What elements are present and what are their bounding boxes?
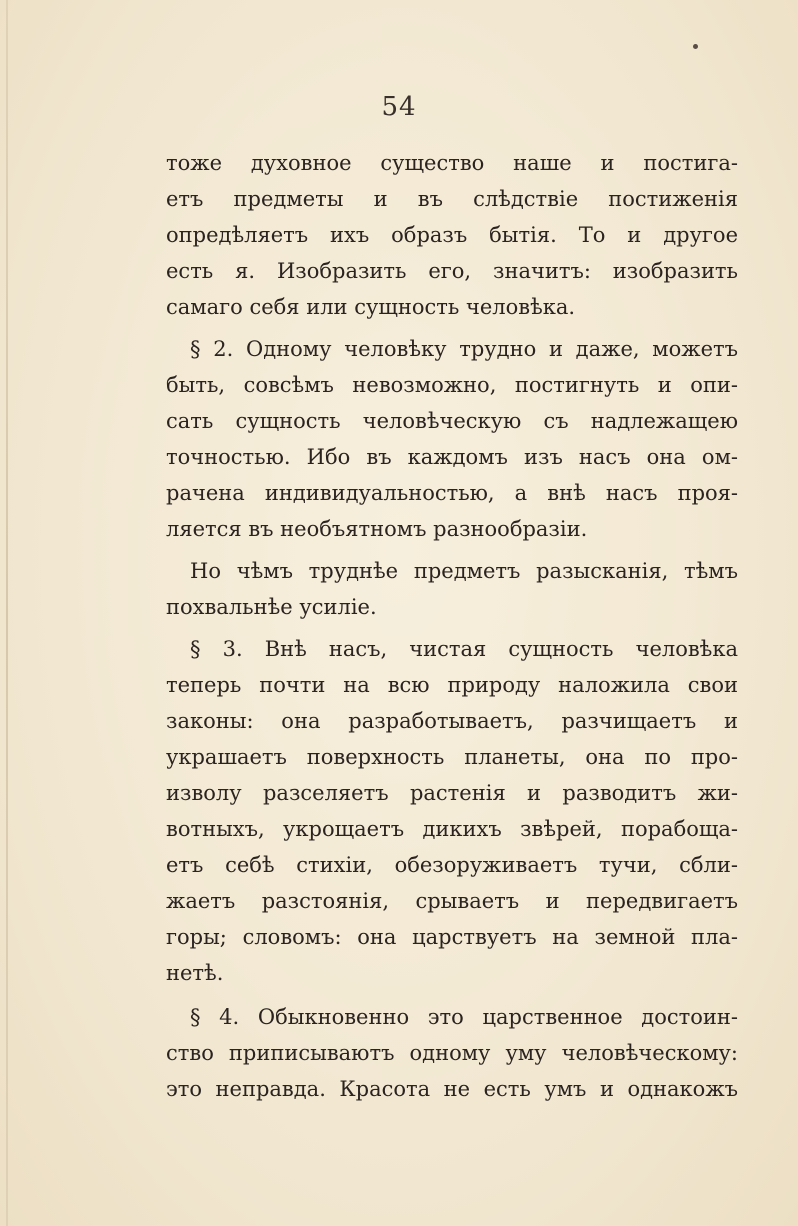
ink-speck (693, 44, 698, 49)
text-line: ляется въ необъятномъ разнообразіи. (166, 517, 588, 541)
text-line: законы: она разработываетъ, разчищаетъ и (166, 709, 738, 733)
paragraph-first-line: § 3. Внѣ насъ, чистая сущность человѣка (190, 637, 738, 661)
text-line: это неправда. Красота не есть умъ и однакожъ (166, 1077, 738, 1101)
text-line: теперь почти на всю природу наложила свои (166, 673, 738, 697)
page-gutter (6, 0, 8, 1226)
text-line: тоже духовное существо наше и постига- (166, 151, 738, 175)
text-line: жаетъ разстоянія, срываетъ и передвигаетъ (166, 889, 738, 913)
paragraph-first-line: § 2. Одному человѣку трудно и даже, можетъ (190, 337, 738, 361)
paragraph-first-line: Но чѣмъ труднѣе предметъ разысканія, тѣмъ (190, 559, 738, 583)
text-line: горы; словомъ: она царствуетъ на земной пла- (166, 925, 738, 949)
text-line: украшаетъ поверхность планеты, она по про- (166, 745, 738, 769)
text-line: етъ себѣ стихіи, обезоруживаетъ тучи, сбли- (166, 853, 738, 877)
text-line: вотныхъ, укрощаетъ дикихъ звѣрей, порабоща- (166, 817, 738, 841)
text-line: рачена индивидуальностью, а внѣ насъ проя- (166, 481, 738, 505)
text-line: етъ предметы и въ слѣдствіе постиженія (166, 187, 738, 211)
paragraph-first-line: § 4. Обыкновенно это царственное достоин- (190, 1005, 738, 1029)
text-line: есть я. Изобразить его, значитъ: изобразить (166, 259, 738, 283)
text-line: ство приписываютъ одному уму человѣческому: (166, 1041, 738, 1065)
text-line: похвальнѣе усиліе. (166, 595, 377, 619)
page-number: 54 (381, 92, 417, 122)
text-line: нетѣ. (166, 961, 224, 985)
text-line: быть, совсѣмъ невозможно, постигнуть и опи- (166, 373, 738, 397)
text-line: опредѣляетъ ихъ образъ бытія. То и другое (166, 223, 738, 247)
text-line: изволу разселяетъ растенія и разводитъ жи- (166, 781, 738, 805)
text-line: точностью. Ибо въ каждомъ изъ насъ она ом- (166, 445, 738, 469)
text-line: самаго себя или сущность человѣка. (166, 295, 576, 319)
text-line: сать сущность человѣческую съ надлежащею (166, 409, 738, 433)
